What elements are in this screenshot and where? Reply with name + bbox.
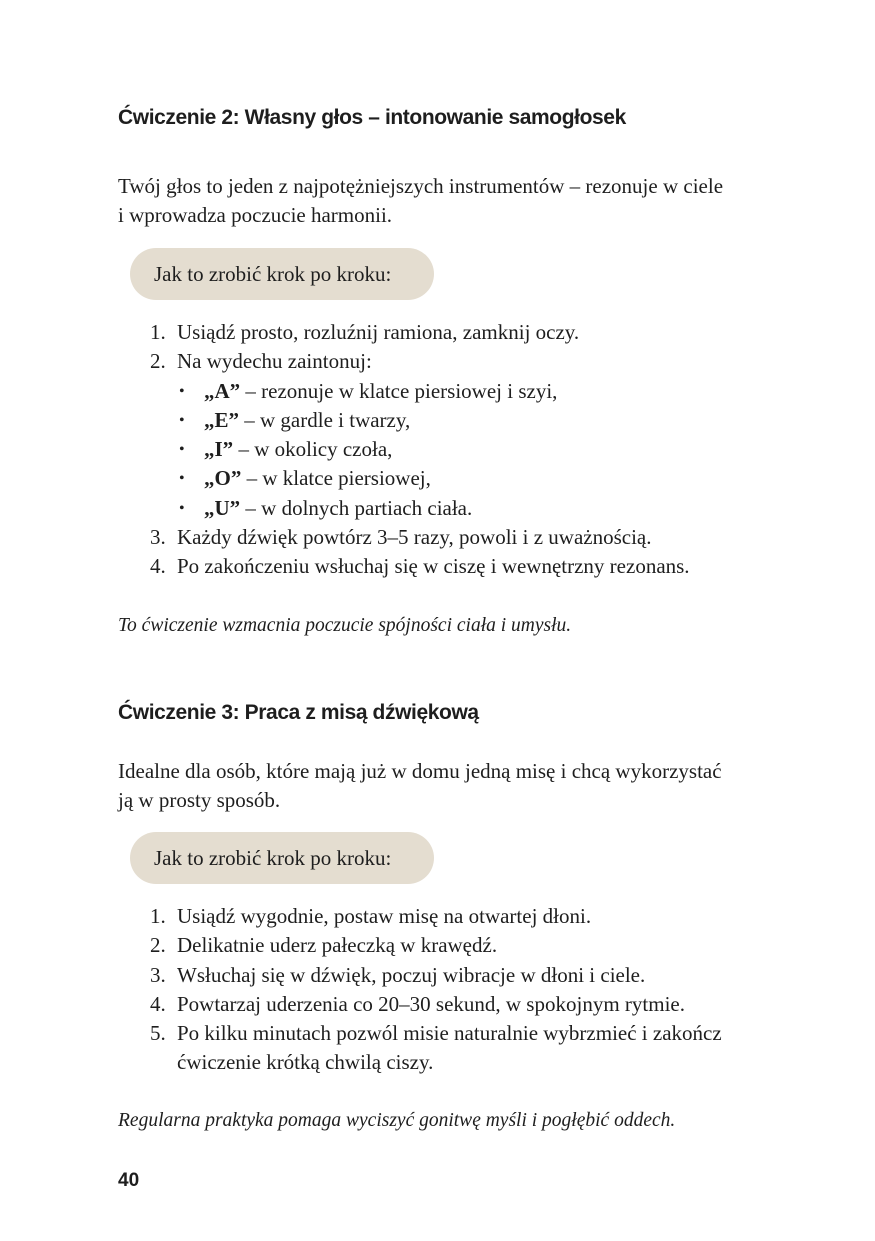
list-item (150, 347, 810, 523)
exercise-2-steps-label: Jak to zrobić krok po kroku: (130, 248, 434, 300)
vowel-text: – w dolnych partiach ciała. (240, 495, 473, 520)
list-item (177, 406, 810, 435)
step-number: 4. (150, 991, 166, 1016)
vowel-list (177, 377, 810, 523)
step-text-continued: ćwiczenie krótką chwilą ciszy. (177, 1050, 434, 1075)
list-item (150, 523, 810, 552)
step-text: Na wydechu zaintonuj: (177, 349, 372, 374)
bullet-marker: • (179, 441, 185, 459)
list-item (177, 377, 810, 406)
exercise-2-steps-list (150, 318, 810, 582)
exercise-2-intro-line-2: i wprowadza poczucie harmonii. (118, 203, 393, 227)
list-item (150, 318, 810, 347)
list-item (177, 494, 810, 523)
list-item (177, 435, 810, 464)
step-number: 1. (150, 320, 166, 344)
list-item (150, 931, 810, 960)
step-number: 2. (150, 933, 166, 958)
exercise-2-note: To ćwiczenie wzmacnia poczucie spójności ciała i umysłu. (118, 615, 572, 636)
list-item (177, 464, 810, 493)
exercise-2-intro-line-1: Twój głos to jeden z najpotężniejszych instrumentów – rezonuje w ciele (118, 174, 724, 198)
bullet-marker: • (179, 411, 185, 429)
exercise-3-intro-line-2: ją w prosty sposób. (118, 788, 281, 812)
vowel-text: – w okolicy czoła, (233, 437, 393, 462)
vowel-label: „E” (204, 407, 240, 432)
step-number: 3. (150, 525, 166, 550)
exercise-3-title: Ćwiczenie 3: Praca z misą dźwiękową (118, 701, 479, 724)
step-text: Po kilku minutach pozwól misie naturalnie wybrzmieć i zakończ (177, 1021, 722, 1046)
step-number: 2. (150, 349, 166, 374)
list-item (150, 961, 810, 990)
exercise-2-intro (118, 172, 798, 230)
list-item (150, 552, 810, 581)
exercise-3-steps-label: Jak to zrobić krok po kroku: (130, 832, 434, 884)
step-number: 3. (150, 962, 166, 987)
step-text: Delikatnie uderz pałeczką w krawędź. (177, 933, 498, 958)
list-item (150, 990, 810, 1019)
step-number: 4. (150, 554, 166, 579)
bullet-marker: • (179, 499, 185, 517)
step-text: Wsłuchaj się w dźwięk, poczuj wibracje w dłoni i ciele. (177, 962, 646, 987)
list-item (150, 902, 810, 931)
vowel-text: – w klatce piersiowej, (241, 466, 431, 491)
exercise-3-intro-line-1: Idealne dla osób, które mają już w domu jedną misę i chcą wykorzystać (118, 759, 722, 783)
step-text: Po zakończeniu wsłuchaj się w ciszę i wewnętrzny rezonans. (177, 554, 690, 579)
step-text: Powtarzaj uderzenia co 20–30 sekund, w spokojnym rytmie. (177, 991, 685, 1016)
vowel-label: „O” (204, 466, 242, 491)
list-item (150, 1019, 810, 1078)
vowel-text: – w gardle i twarzy, (239, 407, 411, 432)
vowel-label: „I” (204, 437, 234, 462)
step-text: Każdy dźwięk powtórz 3–5 razy, powoli i z uważnością. (177, 525, 652, 550)
bullet-marker: • (179, 382, 185, 400)
step-number: 1. (150, 904, 166, 928)
exercise-3-steps-list (150, 902, 810, 1078)
exercise-3-note: Regularna praktyka pomaga wyciszyć gonitwę myśli i pogłębić oddech. (118, 1110, 676, 1131)
vowel-label: „A” (204, 378, 241, 403)
step-number: 5. (150, 1021, 166, 1046)
vowel-text: – rezonuje w klatce piersiowej i szyi, (240, 378, 558, 403)
page-number: 40 (118, 1170, 140, 1191)
bullet-marker: • (179, 470, 185, 488)
exercise-3-intro (118, 757, 798, 815)
step-text: Usiądź wygodnie, postaw misę na otwartej dłoni. (177, 904, 592, 928)
step-text: Usiądź prosto, rozluźnij ramiona, zamknij oczy. (177, 320, 580, 344)
exercise-2-title: Ćwiczenie 2: Własny głos – intonowanie samogłosek (118, 106, 626, 129)
vowel-label: „U” (204, 495, 241, 520)
